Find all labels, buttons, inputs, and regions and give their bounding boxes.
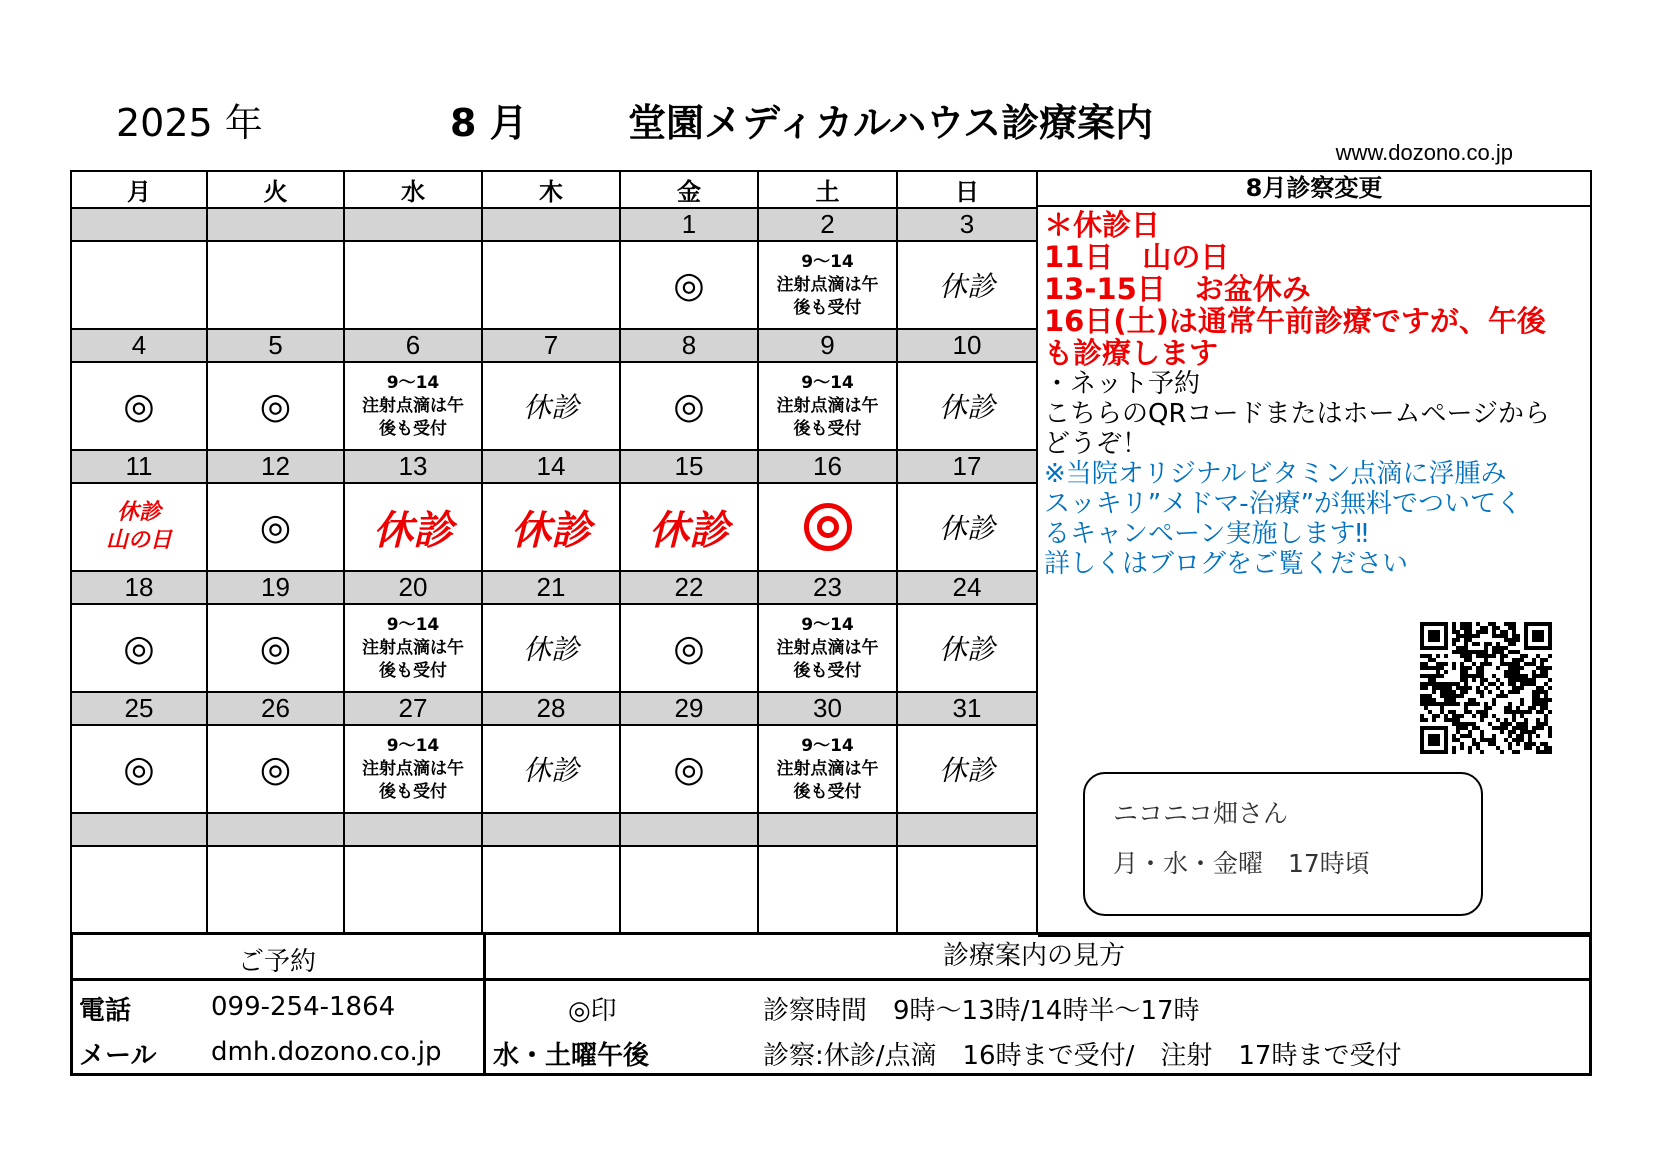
date-cell: 29 — [620, 692, 758, 725]
date-cell: 14 — [482, 450, 620, 483]
day-status-cell — [758, 725, 897, 813]
day-status-cell — [71, 604, 207, 692]
day-status-cell — [897, 604, 1037, 692]
day-status-cell — [482, 725, 620, 813]
day-status-cell — [482, 362, 620, 450]
hours-note-line: 後も受付 — [793, 660, 862, 681]
hours-note-line: 9～14 — [386, 614, 440, 635]
day-status-cell — [207, 241, 344, 329]
closed-label: 休診 — [938, 270, 995, 303]
date-cell: 3 — [897, 208, 1037, 241]
hours-note-line: 9～14 — [801, 251, 854, 272]
hours-note-line: 注射点滴は午 — [776, 758, 879, 779]
holiday-closed-label: 休診 — [373, 507, 453, 554]
day-status-cell — [620, 725, 758, 813]
date-cell: 20 — [344, 571, 482, 604]
open-mark: ◎ — [123, 385, 155, 427]
day-status-cell — [620, 604, 758, 692]
day-status-cell — [207, 362, 344, 450]
holiday-closed-label: 休診 — [511, 507, 591, 554]
hours-note-line: 後も受付 — [379, 418, 447, 439]
closure-line: 13-15日 お盆休み — [1044, 272, 1311, 306]
open-mark: ◎ — [123, 627, 155, 669]
day-status-cell — [897, 483, 1037, 571]
hours-note-line: 後も受付 — [793, 781, 862, 802]
date-cell: 10 — [897, 329, 1037, 362]
day-status-cell — [71, 725, 207, 813]
date-cell: 22 — [620, 571, 758, 604]
day-status-cell — [620, 241, 758, 329]
hours-note-line: 後も受付 — [793, 297, 862, 318]
hours-note-line: 注射点滴は午 — [776, 637, 879, 658]
date-cell: 25 — [71, 692, 207, 725]
hours-note-line: 注射点滴は午 — [776, 395, 879, 416]
mark-afternoon-label: 水・土曜午後 — [493, 1041, 650, 1071]
date-cell: 9 — [758, 329, 897, 362]
date-cell: 16 — [758, 450, 897, 483]
weekday-header: 土 — [758, 171, 897, 208]
closure-line: 11日 山の日 — [1044, 240, 1230, 274]
hours-note-line: 9～14 — [386, 735, 440, 756]
day-status-cell — [758, 846, 897, 934]
day-status-cell — [344, 846, 482, 934]
date-cell: 11 — [71, 450, 207, 483]
day-status-cell — [482, 483, 620, 571]
day-status-cell — [71, 846, 207, 934]
date-cell: 12 — [207, 450, 344, 483]
reservation-line: ・ネット予約 — [1044, 369, 1201, 399]
day-status-cell — [344, 362, 482, 450]
day-status-cell — [758, 604, 897, 692]
date-cell: 2 — [758, 208, 897, 241]
mark-open-symbol: ◎印 — [568, 996, 617, 1026]
campaign-line: 詳しくはブログをご覧ください — [1044, 549, 1409, 579]
date-cell: 27 — [344, 692, 482, 725]
date-cell: 17 — [897, 450, 1037, 483]
open-mark: ◎ — [673, 264, 705, 306]
mark-open-desc: 診察時間 9時～13時/14時半～17時 — [763, 996, 1200, 1026]
mail-address[interactable]: dmh.dozono.co.jp — [211, 1037, 442, 1067]
phone-label: 電話 — [79, 996, 132, 1026]
date-cell — [482, 208, 620, 241]
open-mark: ◎ — [673, 385, 705, 427]
date-cell — [344, 208, 482, 241]
day-status-cell — [620, 846, 758, 934]
hours-note-line: 注射点滴は午 — [362, 395, 464, 416]
weekday-header: 日 — [897, 171, 1037, 208]
open-mark: ◎ — [259, 385, 292, 427]
page-title: 堂園メディカルハウス診療案内 — [628, 101, 1154, 145]
date-cell — [207, 208, 344, 241]
date-cell: 8 — [620, 329, 758, 362]
closed-label: 休診 — [522, 754, 579, 787]
date-cell — [344, 813, 482, 846]
day-status-cell — [344, 483, 482, 571]
date-cell: 15 — [620, 450, 758, 483]
hours-note-line: 9～14 — [801, 372, 854, 393]
holiday-note-line: 山の日 — [105, 528, 172, 553]
holiday-note-line: 休診 — [116, 500, 161, 525]
date-cell: 6 — [344, 329, 482, 362]
day-status-cell — [207, 846, 344, 934]
day-status-cell — [344, 241, 482, 329]
info-section — [70, 932, 1592, 1076]
year-label: 2025 年 — [116, 101, 263, 145]
closed-label: 休診 — [938, 391, 995, 424]
reservation-line: どうぞ！ — [1044, 429, 1149, 459]
date-cell: 1 — [620, 208, 758, 241]
campaign-line: るキャンペーン実施します‼ — [1044, 519, 1369, 549]
open-mark: ◎ — [259, 748, 292, 790]
hours-note-line: 注射点滴は午 — [362, 758, 464, 779]
date-cell: 26 — [207, 692, 344, 725]
guide-title: 診療案内の見方 — [943, 941, 1126, 971]
mail-label: メール — [79, 1041, 157, 1071]
reservation-line: こちらのQRコードまたはホームページから — [1044, 399, 1551, 429]
calendar-table — [70, 170, 1038, 935]
hours-note-line: 注射点滴は午 — [776, 274, 879, 295]
date-cell: 13 — [344, 450, 482, 483]
day-status-cell — [758, 241, 897, 329]
closure-line: 16日(土)は通常午前診療ですが、午後 — [1044, 304, 1546, 338]
day-status-cell — [482, 604, 620, 692]
closed-label: 休診 — [522, 391, 579, 424]
open-mark: ◎ — [673, 748, 705, 790]
holiday-closed-label: 休診 — [649, 507, 729, 554]
reserve-title: ご予約 — [238, 947, 317, 977]
weekday-header: 金 — [620, 171, 758, 208]
date-cell — [207, 813, 344, 846]
day-status-cell — [344, 604, 482, 692]
day-status-cell — [207, 483, 344, 571]
date-cell — [71, 813, 207, 846]
open-mark: ◎ — [259, 506, 292, 548]
day-status-cell — [71, 362, 207, 450]
date-cell: 31 — [897, 692, 1037, 725]
website-url[interactable]: www.dozono.co.jp — [1335, 140, 1513, 165]
day-status-cell — [758, 362, 897, 450]
special-open-mark-icon — [804, 503, 852, 551]
vendor-schedule: 月・水・金曜 17時頃 — [1113, 849, 1370, 878]
day-status-cell — [897, 725, 1037, 813]
campaign-line: スッキリ”メドマ-治療”が無料でついてく — [1044, 489, 1523, 519]
mark-afternoon-desc: 診察:休診/点滴 16時まで受付/ 注射 17時まで受付 — [763, 1041, 1402, 1071]
closed-label: 休診 — [938, 754, 995, 787]
date-cell — [758, 813, 897, 846]
closed-label: 休診 — [522, 633, 579, 666]
weekday-header: 火 — [207, 171, 344, 208]
panel-title: 8月診察変更 — [1038, 172, 1590, 207]
day-status-cell — [482, 846, 620, 934]
hours-note-line: 後も受付 — [793, 418, 862, 439]
hours-note-line: 9～14 — [801, 614, 854, 635]
day-status-cell — [897, 846, 1037, 934]
date-cell — [71, 208, 207, 241]
date-cell: 7 — [482, 329, 620, 362]
day-status-cell — [207, 725, 344, 813]
day-status-cell — [897, 241, 1037, 329]
day-status-cell — [344, 725, 482, 813]
hours-note-line: 9～14 — [386, 372, 440, 393]
day-status-cell — [620, 362, 758, 450]
open-mark: ◎ — [673, 627, 705, 669]
closure-notice — [1044, 209, 1584, 369]
weekday-header: 水 — [344, 171, 482, 208]
hours-note-line: 9～14 — [801, 735, 854, 756]
net-reservation-notice — [1044, 369, 1584, 459]
hours-note-line: 後も受付 — [379, 660, 447, 681]
vendor-name: ニコニコ畑さん — [1113, 799, 1289, 828]
date-cell — [897, 813, 1037, 846]
open-mark: ◎ — [123, 748, 155, 790]
date-cell: 21 — [482, 571, 620, 604]
open-mark: ◎ — [259, 627, 292, 669]
weekday-header: 月 — [71, 171, 207, 208]
campaign-notice — [1044, 459, 1584, 579]
date-cell: 24 — [897, 571, 1037, 604]
date-cell: 18 — [71, 571, 207, 604]
date-cell: 19 — [207, 571, 344, 604]
qr-code-icon[interactable] — [1420, 622, 1552, 754]
date-cell: 28 — [482, 692, 620, 725]
date-cell — [620, 813, 758, 846]
day-status-cell — [71, 483, 207, 571]
date-cell: 23 — [758, 571, 897, 604]
phone-number[interactable]: 099-254-1864 — [211, 992, 396, 1022]
campaign-line: ※当院オリジナルビタミン点滴に浮腫み — [1044, 459, 1507, 489]
closed-label: 休診 — [938, 633, 995, 666]
weekday-header: 木 — [482, 171, 620, 208]
day-status-cell — [207, 604, 344, 692]
date-cell: 4 — [71, 329, 207, 362]
vegetable-vendor-box — [1083, 772, 1483, 916]
day-status-cell — [758, 483, 897, 571]
hours-note-line: 注射点滴は午 — [362, 637, 464, 658]
date-cell — [482, 813, 620, 846]
date-cell: 5 — [207, 329, 344, 362]
hours-note-line: 後も受付 — [379, 781, 447, 802]
month-label: 8 月 — [450, 101, 528, 145]
day-status-cell — [71, 241, 207, 329]
closed-label: 休診 — [938, 512, 995, 545]
date-cell: 30 — [758, 692, 897, 725]
closure-line: ＊休診日 — [1044, 208, 1161, 242]
day-status-cell — [620, 483, 758, 571]
day-status-cell — [897, 362, 1037, 450]
closure-line: も診療します — [1044, 336, 1219, 370]
day-status-cell — [482, 241, 620, 329]
